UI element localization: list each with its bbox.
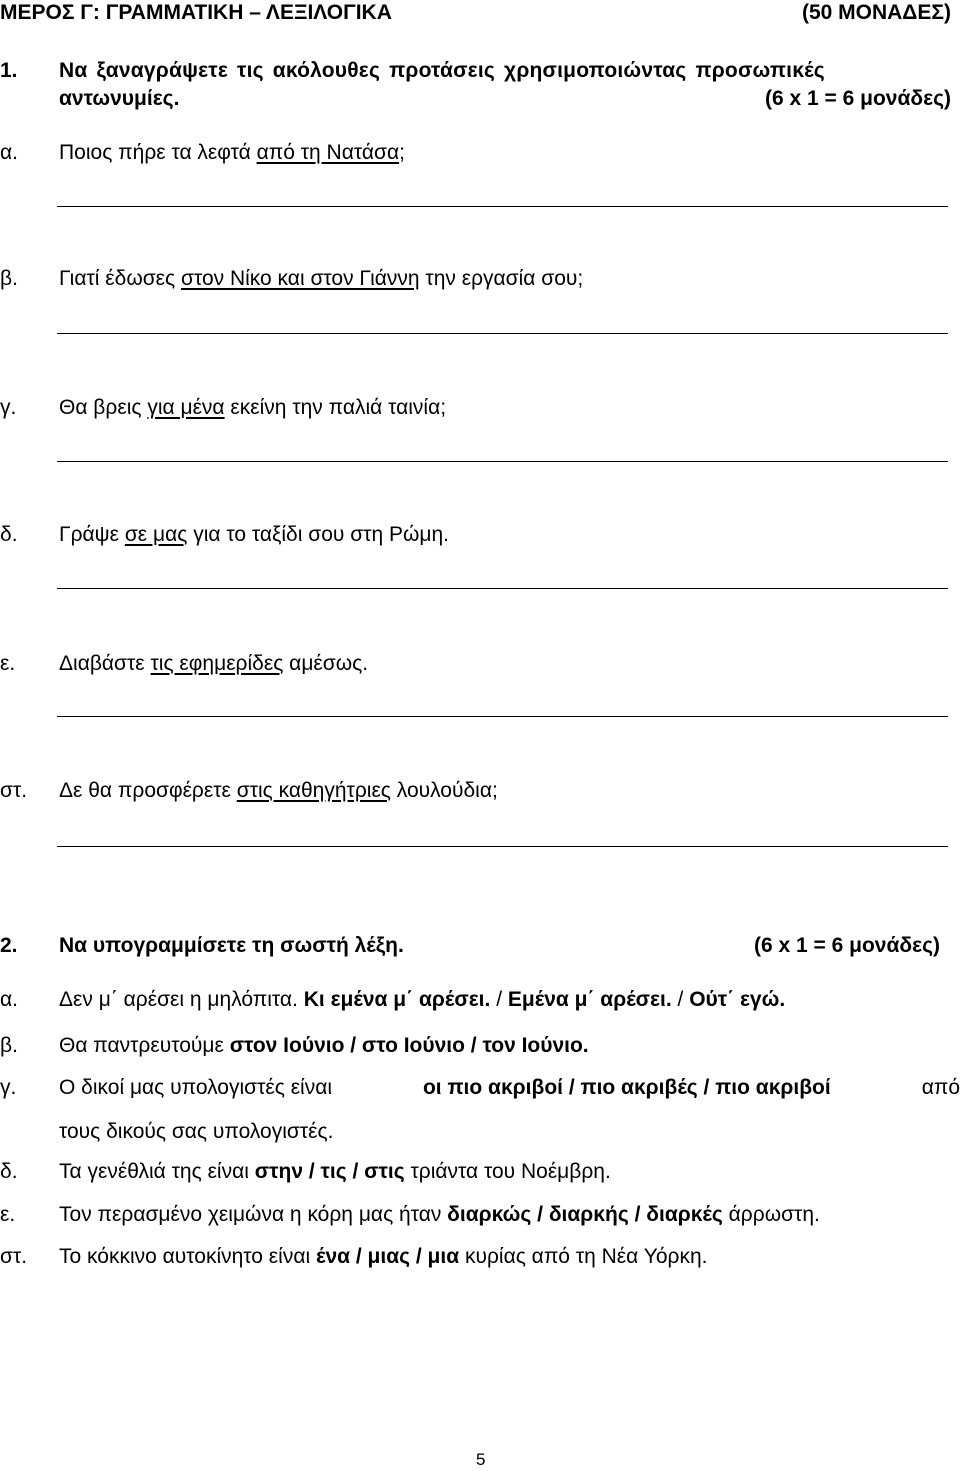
choice-options[interactable]: στην / τις / στις xyxy=(254,1160,405,1183)
ex2-item-label: στ. xyxy=(0,1245,28,1268)
choice-options[interactable]: ένα / μιας / μια xyxy=(315,1245,460,1268)
ex1-item-label: β. xyxy=(0,267,18,290)
sentence-text: Τα γενέθλιά της είναι xyxy=(59,1160,255,1183)
answer-line[interactable] xyxy=(57,716,948,717)
underlined-phrase: στον Νίκο και στον Γιάννη xyxy=(181,267,420,290)
ex1-item-label: δ. xyxy=(0,523,18,546)
ex2-item-sentence xyxy=(59,1244,708,1270)
ex2-item-label: α. xyxy=(0,988,18,1011)
sentence-text: Δε θα προσφέρετε xyxy=(59,779,237,802)
sentence-text: αμέσως. xyxy=(283,652,369,675)
choice-option[interactable]: Ούτ΄ εγώ. xyxy=(689,988,786,1011)
ex2-item-sentence-continuation: τους δικούς σας υπολογιστές. xyxy=(59,1120,334,1143)
sentence-text: Το κόκκινο αυτοκίνητο είναι xyxy=(59,1245,316,1268)
answer-line[interactable] xyxy=(57,588,948,589)
ex2-item-sentence xyxy=(59,1033,589,1059)
ex1-item-sentence xyxy=(59,266,583,292)
sentence-text: άρρωστη. xyxy=(722,1203,820,1226)
sentence-text: από xyxy=(921,1076,960,1099)
answer-line[interactable] xyxy=(57,206,948,207)
answer-line[interactable] xyxy=(57,461,948,462)
ex2-item-label: δ. xyxy=(0,1160,18,1183)
choice-separator: / xyxy=(671,988,690,1011)
underlined-phrase: στις καθηγήτριες xyxy=(236,779,391,802)
sentence-text: Ποιος πήρε τα λεφτά xyxy=(59,141,257,164)
choice-option[interactable]: Εμένα μ΄ αρέσει. xyxy=(507,988,672,1011)
ex2-item-sentence xyxy=(59,1075,960,1101)
sentence-text: Θα παντρευτούμε xyxy=(59,1034,230,1057)
ex1-item-sentence xyxy=(59,395,446,421)
underlined-phrase: τις εφημερίδες xyxy=(150,652,284,675)
answer-line[interactable] xyxy=(57,846,948,847)
ex2-item-sentence xyxy=(59,987,785,1013)
ex1-item-sentence xyxy=(59,140,405,166)
page-number: 5 xyxy=(476,1450,486,1469)
ex1-item-label: γ. xyxy=(0,396,17,419)
sentence-text: Διαβάστε xyxy=(59,652,151,675)
section-title: ΜΕΡΟΣ Γ: ΓΡΑΜΜΑΤΙΚΗ – ΛΕΞΙΛΟΓΙΚΑ xyxy=(0,1,392,24)
ex1-item-label: στ. xyxy=(0,779,28,802)
sentence-text: ; xyxy=(399,141,405,164)
choice-options[interactable]: οι πιο ακριβοί / πιο ακριβές / πιο ακριβοί xyxy=(422,1076,831,1099)
ex2-item-label: γ. xyxy=(0,1076,17,1099)
sentence-text: εκείνη την παλιά ταινία; xyxy=(224,396,447,419)
choice-options[interactable]: διαρκώς / διαρκής / διαρκές xyxy=(447,1203,723,1226)
underlined-phrase: από τη Νατάσα xyxy=(256,141,400,164)
sentence-text: Τον περασμένο χειμώνα η κόρη μας ήταν xyxy=(59,1203,448,1226)
sentence-text: Γράψε xyxy=(59,523,125,546)
sentence-text: τριάντα του Νοέμβρη. xyxy=(404,1160,611,1183)
exercise-2-number: 2. xyxy=(0,934,18,957)
underlined-phrase: σε μας xyxy=(124,523,188,546)
exercise-1-instruction-line2: αντωνυμίες. xyxy=(59,87,180,110)
answer-line[interactable] xyxy=(57,333,948,334)
choice-option[interactable]: Κι εμένα μ΄ αρέσει. xyxy=(303,988,491,1011)
exercise-1-number: 1. xyxy=(0,59,18,82)
exercise-2-points: (6 x 1 = 6 μονάδες) xyxy=(753,934,940,957)
sentence-text: Ο δικοί μας υπολογιστές είναι xyxy=(59,1076,333,1099)
ex2-item-label: β. xyxy=(0,1034,18,1057)
sentence-text: Δεν μ΄ αρέσει η μηλόπιτα. xyxy=(59,988,304,1011)
sentence-text: Γιατί έδωσες xyxy=(59,267,181,290)
ex2-item-label: ε. xyxy=(0,1203,16,1226)
exercise-1-instruction-line1: Να ξαναγράψετε τις ακόλουθες προτάσεις χρησιμοποιώντας προσωπικές xyxy=(59,59,825,82)
sentence-text: λουλούδια; xyxy=(390,779,498,802)
underlined-phrase: για μένα xyxy=(147,396,225,419)
ex1-item-sentence xyxy=(59,522,449,548)
sentence-text: κυρίας από τη Νέα Υόρκη. xyxy=(459,1245,708,1268)
choice-options[interactable]: στον Ιούνιο / στο Ιούνιο / τον Ιούνιο. xyxy=(229,1034,589,1057)
exercise-2-instruction: Να υπογραμμίσετε τη σωστή λέξη. xyxy=(59,934,404,957)
exercise-1-points: (6 x 1 = 6 μονάδες) xyxy=(764,87,951,110)
ex2-item-sentence xyxy=(59,1159,611,1185)
ex1-item-sentence xyxy=(59,651,368,677)
choice-separator: / xyxy=(490,988,508,1011)
sentence-text: την εργασία σου; xyxy=(419,267,584,290)
ex2-item-sentence xyxy=(59,1202,820,1228)
ex1-item-sentence xyxy=(59,778,498,804)
sentence-text: για το ταξίδι σου στη Ρώμη. xyxy=(187,523,449,546)
ex1-item-label: ε. xyxy=(0,652,16,675)
sentence-text: Θα βρεις xyxy=(59,396,148,419)
section-points: (50 ΜΟΝΑΔΕΣ) xyxy=(801,1,951,24)
ex1-item-label: α. xyxy=(0,141,18,164)
